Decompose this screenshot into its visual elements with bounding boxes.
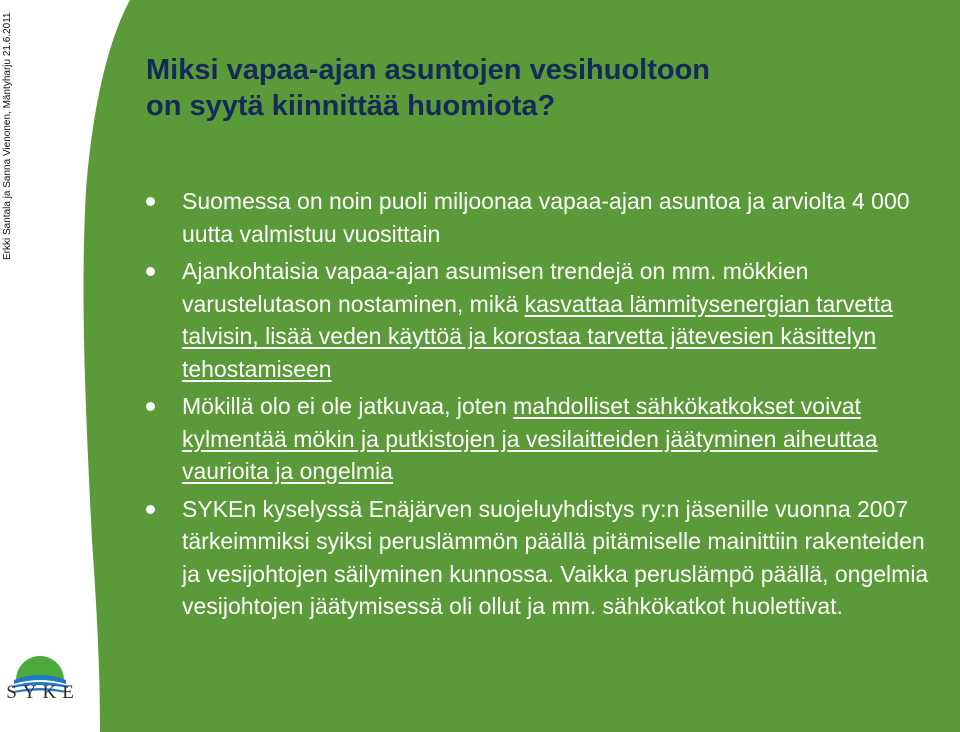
bullet-item <box>146 390 936 488</box>
bullet-item <box>146 185 936 250</box>
bullet-text: Suomessa on noin puoli miljoonaa vapaa-ajan asuntoa ja arviolta 4 000 uutta valmistuu vuosittain <box>182 188 910 247</box>
bullet-text-underlined: mahdolliset sähkökatkokset voivat kylmentää mökin ja putkistojen ja vesilaitteiden jäätyminen aiheuttaa vaurioita ja ongelmia <box>182 393 878 484</box>
bullet-text-underlined: kasvattaa lämmitysenergian tarvetta talvisin, lisää veden käyttöä ja korostaa tarvetta jätevesien käsittelyn tehostamiseen <box>182 290 893 382</box>
bullet-text: Ajankohtaisia vapaa-ajan asumisen trendejä on mm. mökkien varustelutason nostaminen, mikä <box>182 258 809 317</box>
bullet-list <box>146 185 936 628</box>
bullet-item <box>146 255 936 385</box>
bullet-text: Mökillä olo ei ole jatkuvaa, joten <box>182 393 514 419</box>
slide-title <box>146 52 906 124</box>
syke-logo-text: SYKE <box>6 682 80 703</box>
bullet-item <box>146 493 936 623</box>
slide-title-line-2: on syytä kiinnittää huomiota? <box>146 90 556 122</box>
author-credit: Erkki Santala ja Sanna Vienonen, Mäntyharju 21.6.2011 <box>2 12 13 260</box>
bullet-text: SYKEn kyselyssä Enäjärven suojeluyhdistys ry:n jäsenille vuonna 2007 tärkeimmiksi syiksi peruslämmön päällä pitämiselle mainittiin rakenteiden ja vesijohtojen säilyminen kunnossa. Vaikka peruslämpö päällä, ongelmia vesijohtojen jäätymisessä oli ollut ja mm. sähkökatkot huolettivat. <box>182 495 929 619</box>
slide-title-line-1: Miksi vapaa-ajan asuntojen vesihuoltoon <box>146 54 711 86</box>
